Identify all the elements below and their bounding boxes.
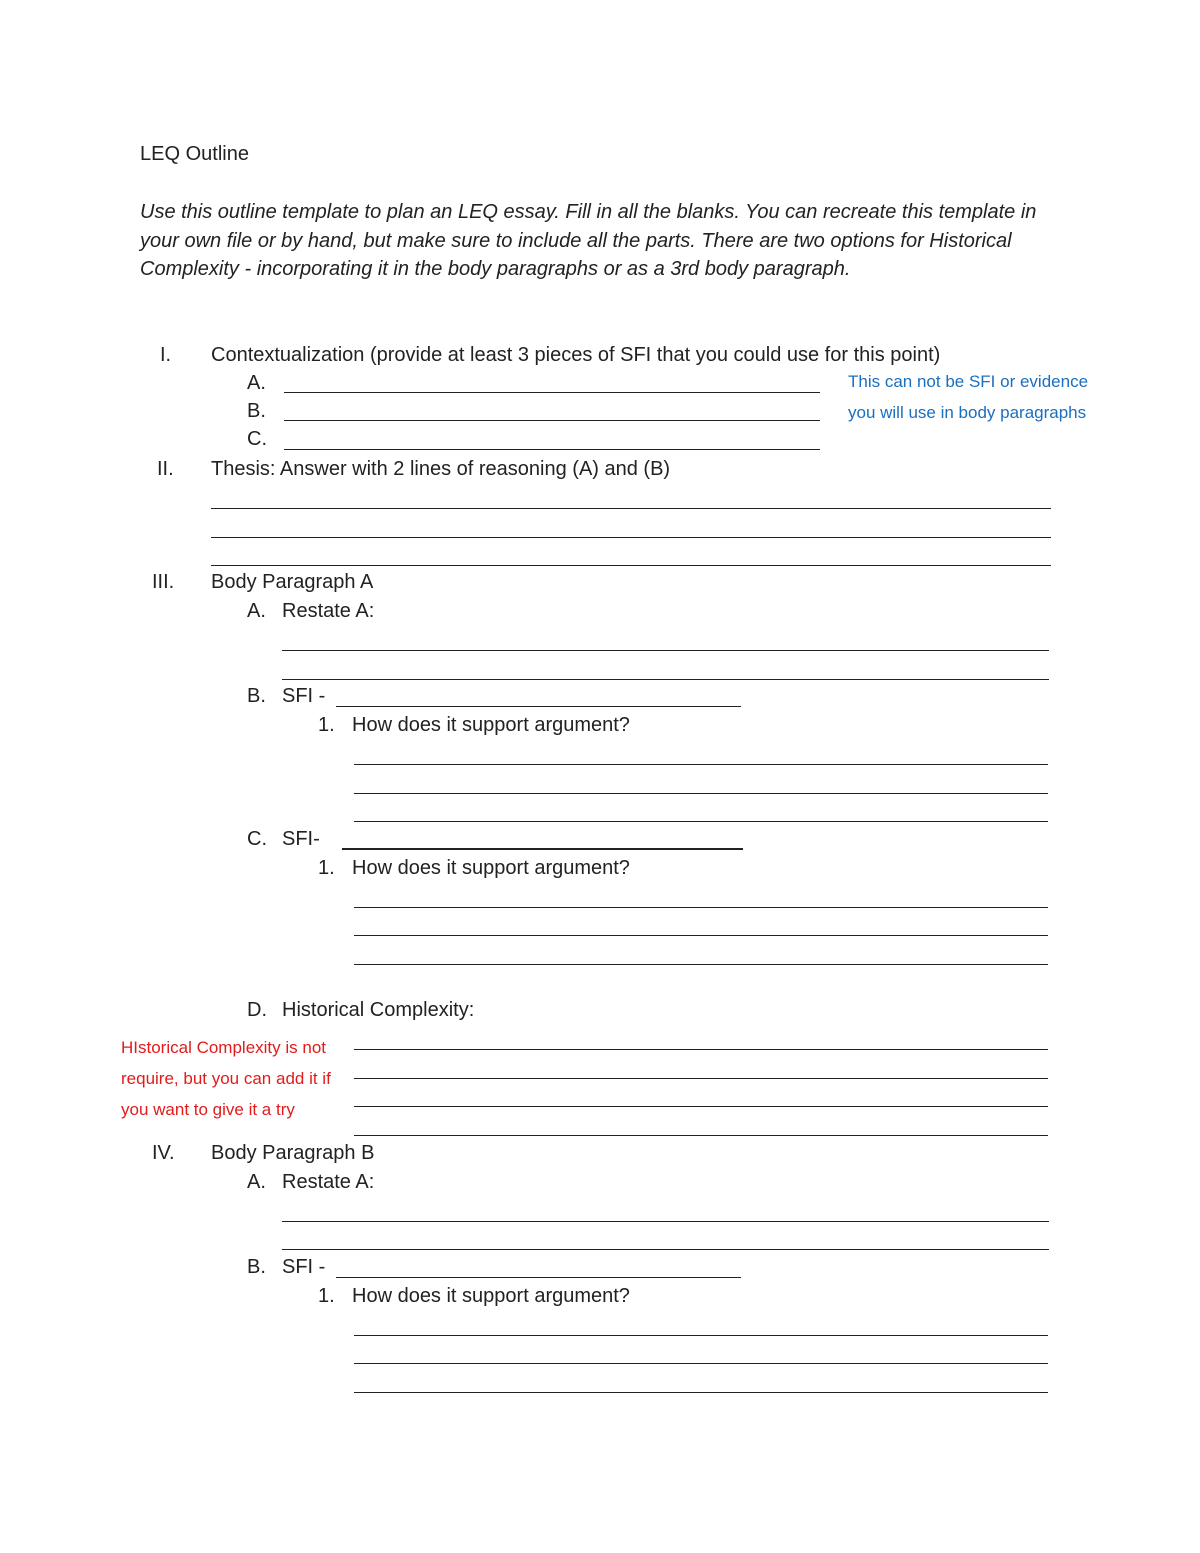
bpb-sfi-b-blank[interactable] — [336, 1277, 741, 1278]
instructions-paragraph: Use this outline template to plan an LEQ essay. Fill in all the blanks. You can recreate this template in your own file or by hand, but make sure to include all the parts. There are two options for Historical Complexity - incorporating it in the body paragraphs or as a 3rd body paragraph. — [140, 201, 1037, 280]
context-item-a-letter: A. — [247, 372, 266, 394]
bpa-restate-blank[interactable] — [282, 650, 1049, 651]
section-3-numeral: III. — [152, 571, 175, 593]
bpb-restate-blank[interactable] — [282, 1249, 1049, 1250]
bpb-b-sub-label: How does it support argument? — [352, 1285, 630, 1307]
red-note-line-3: you want to give it a try — [121, 1100, 295, 1119]
bpa-sfi-b-blank[interactable] — [336, 706, 741, 707]
bpa-b-answer-blank[interactable] — [354, 764, 1048, 765]
bpa-sfi-b-label: SFI - — [282, 685, 326, 707]
context-item-b-blank[interactable] — [284, 420, 820, 421]
section-2-numeral: II. — [157, 458, 174, 480]
section-3-label: Body Paragraph A — [211, 571, 374, 593]
bpb-b-sub-num: 1. — [318, 1285, 335, 1307]
bpb-sfi-b-label: SFI - — [282, 1256, 326, 1278]
bpa-historical-complexity-label: Historical Complexity: — [282, 999, 475, 1021]
bpb-restate-blank[interactable] — [282, 1221, 1049, 1222]
thesis-blank-line[interactable] — [211, 537, 1051, 538]
context-item-c-letter: C. — [247, 428, 267, 450]
bpa-b-answer-blank[interactable] — [354, 821, 1048, 822]
bpa-sfi-c-blank[interactable] — [342, 848, 743, 850]
blue-note-line-1: This can not be SFI or evidence — [848, 372, 1089, 391]
bpb-b-answer-blank[interactable] — [354, 1363, 1048, 1364]
blue-note-line-2: you will use in body paragraphs — [848, 403, 1087, 422]
bpb-item-a-letter: A. — [247, 1171, 266, 1193]
bpb-b-answer-blank[interactable] — [354, 1392, 1048, 1393]
context-item-b-letter: B. — [247, 400, 266, 422]
bpa-c-answer-blank[interactable] — [354, 964, 1048, 965]
bpa-b-sub-label: How does it support argument? — [352, 714, 630, 736]
document-title: LEQ Outline — [140, 143, 249, 165]
bpa-item-d-letter: D. — [247, 999, 267, 1021]
context-item-c-blank[interactable] — [284, 449, 820, 450]
section-1-label: Contextualization (provide at least 3 pieces of SFI that you could use for this point) — [211, 344, 941, 366]
bpa-restate-label: Restate A: — [282, 600, 375, 622]
bpa-sfi-c-label: SFI- — [282, 828, 320, 850]
red-note-line-1: HIstorical Complexity is not — [121, 1038, 327, 1057]
red-note-line-2: require, but you can add it if — [121, 1069, 331, 1088]
bpa-item-a-letter: A. — [247, 600, 266, 622]
bpa-b-sub-num: 1. — [318, 714, 335, 736]
bpa-d-answer-blank[interactable] — [354, 1078, 1048, 1079]
bpa-b-answer-blank[interactable] — [354, 793, 1048, 794]
section-4-numeral: IV. — [152, 1142, 175, 1164]
bpa-d-answer-blank[interactable] — [354, 1049, 1048, 1050]
bpb-restate-label: Restate A: — [282, 1171, 375, 1193]
section-1-numeral: I. — [160, 344, 172, 366]
bpa-item-b-letter: B. — [247, 685, 266, 707]
bpa-c-sub-num: 1. — [318, 857, 335, 879]
bpb-item-b-letter: B. — [247, 1256, 266, 1278]
bpa-c-sub-label: How does it support argument? — [352, 857, 630, 879]
bpa-restate-blank[interactable] — [282, 679, 1049, 680]
context-item-a-blank[interactable] — [284, 392, 820, 393]
section-4-label: Body Paragraph B — [211, 1142, 375, 1164]
bpa-d-answer-blank[interactable] — [354, 1106, 1048, 1107]
bpa-d-answer-blank[interactable] — [354, 1135, 1048, 1136]
section-2-label: Thesis: Answer with 2 lines of reasoning (A) and (B) — [211, 458, 671, 480]
bpa-item-c-letter: C. — [247, 828, 267, 850]
thesis-blank-line[interactable] — [211, 508, 1051, 509]
bpa-c-answer-blank[interactable] — [354, 907, 1048, 908]
bpa-c-answer-blank[interactable] — [354, 935, 1048, 936]
bpb-b-answer-blank[interactable] — [354, 1335, 1048, 1336]
thesis-blank-line[interactable] — [211, 565, 1051, 566]
